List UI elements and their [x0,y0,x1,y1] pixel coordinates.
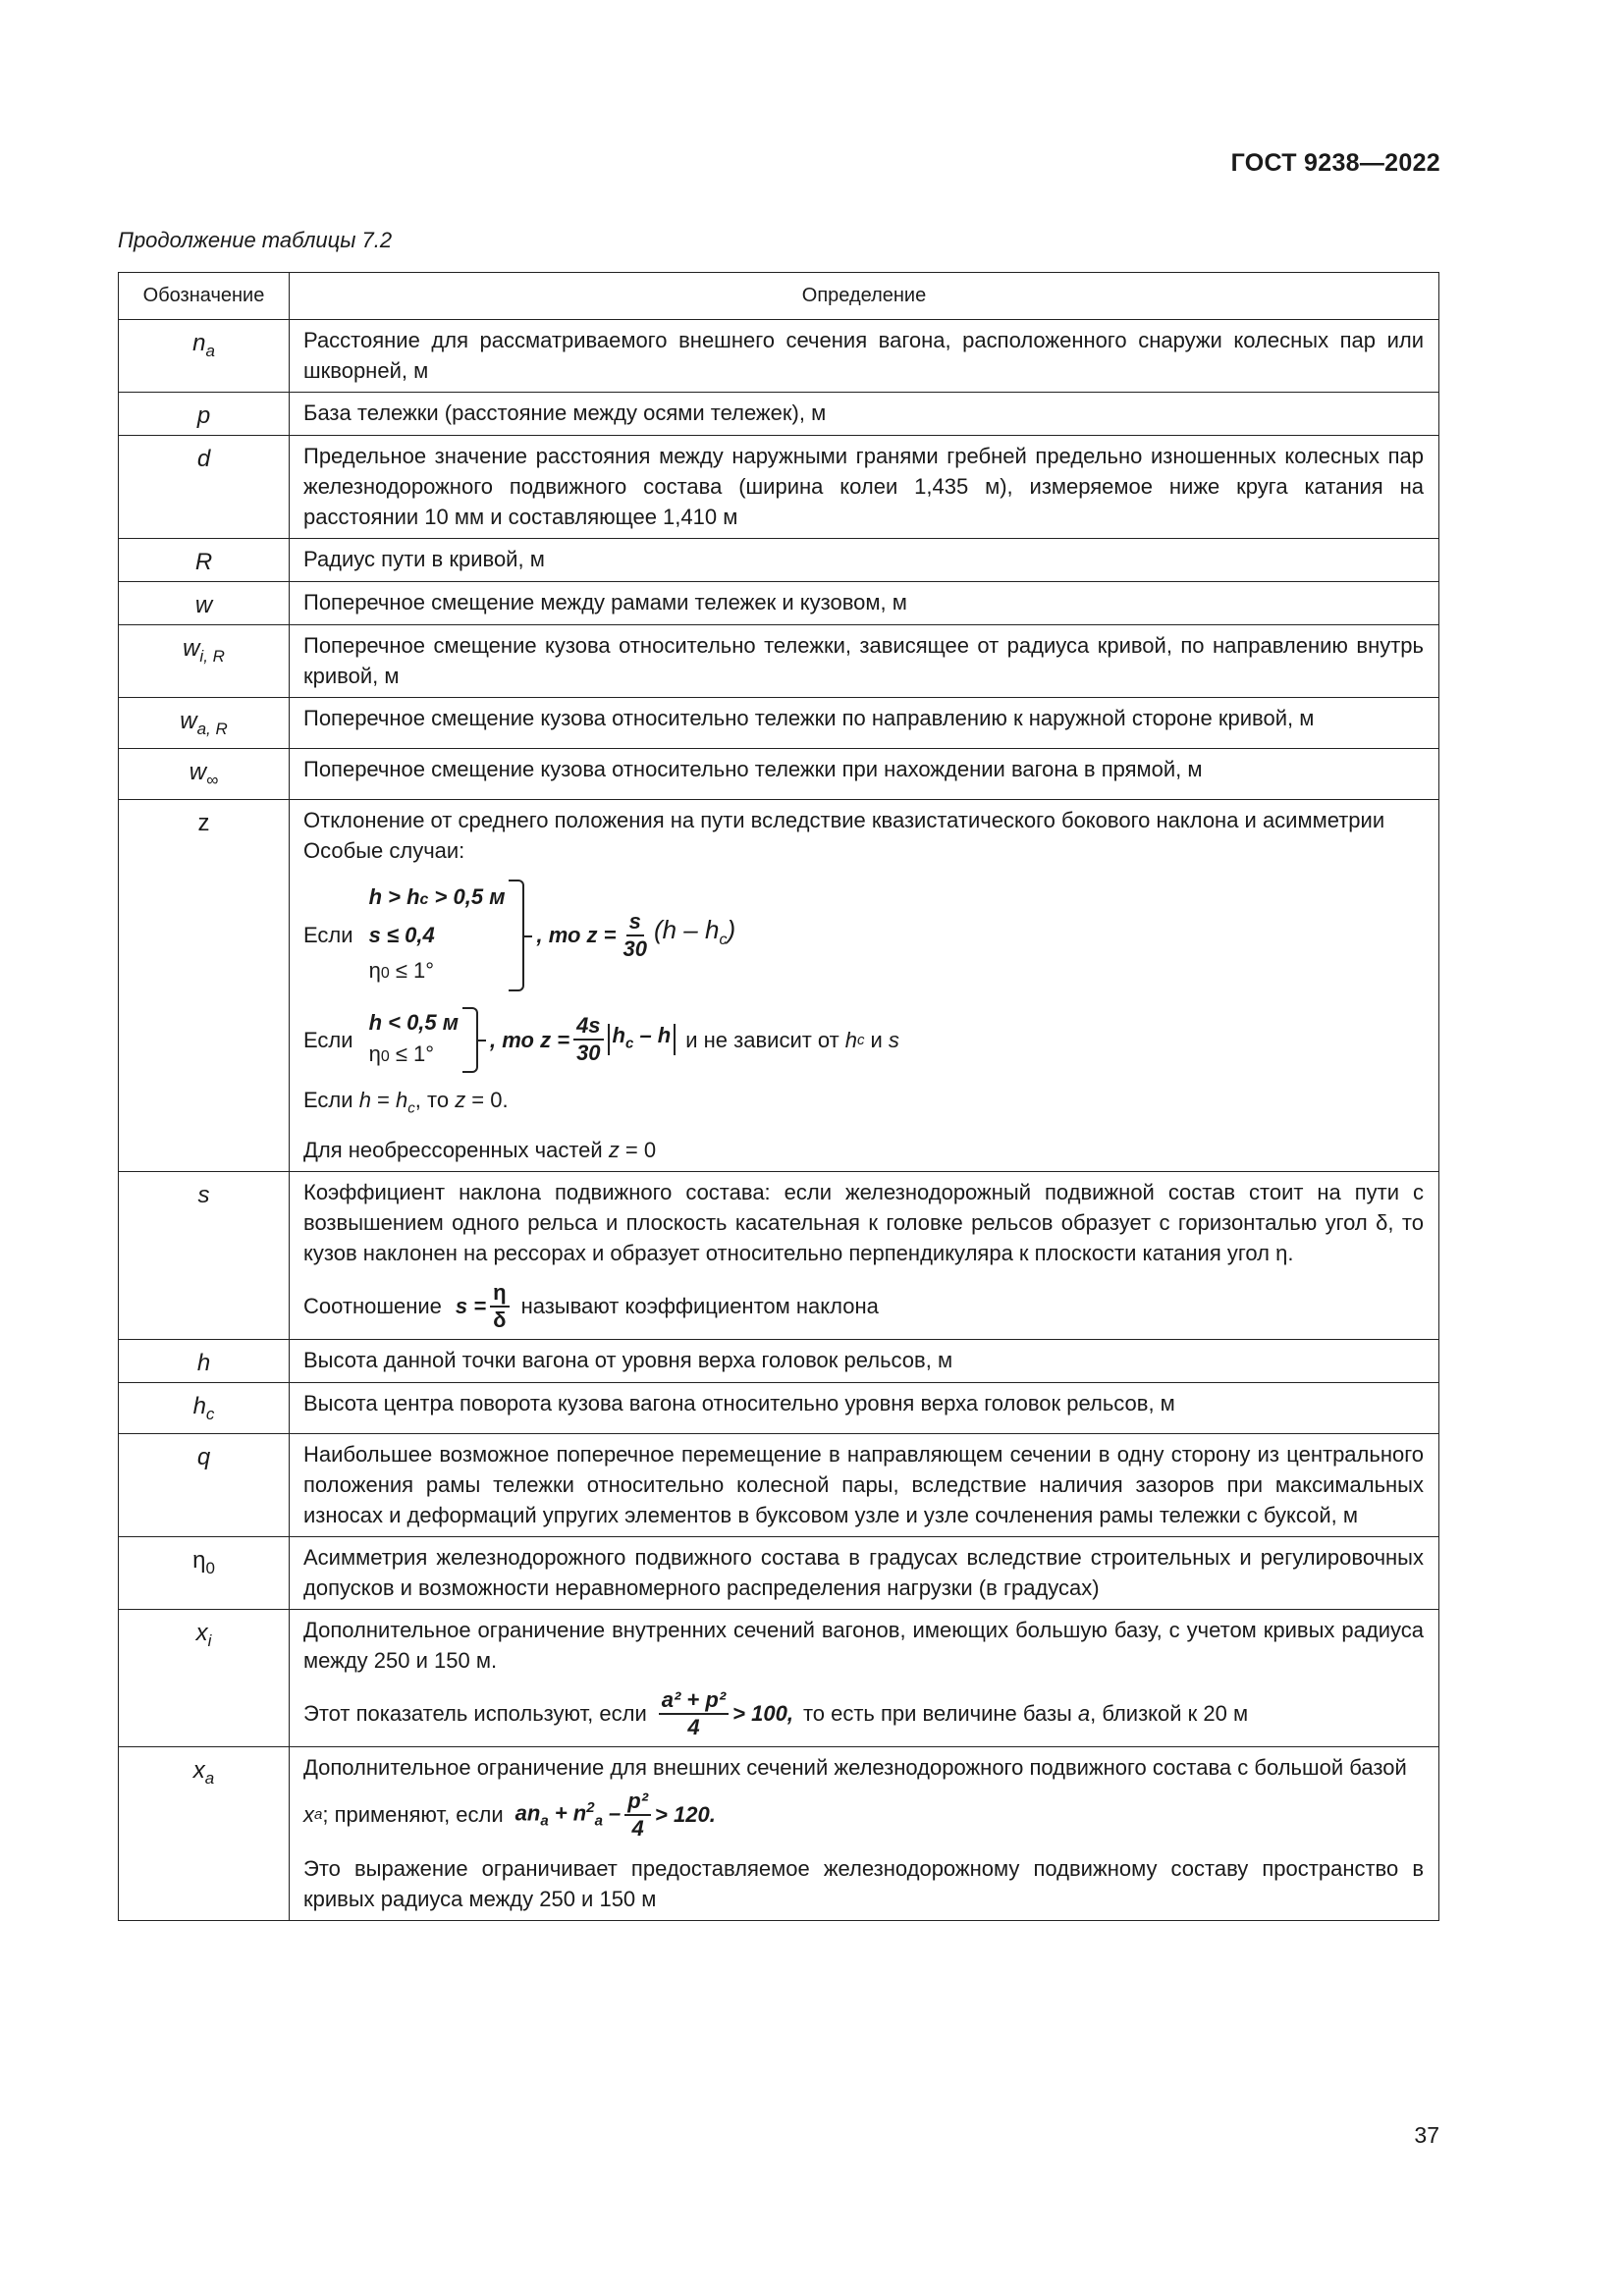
table-row [119,1433,1439,1536]
symbol-cell: $w_{a, R}$ [119,698,290,749]
table-row [119,1609,1439,1746]
note-text: Это выражение ограничивает предоставляемое железнодорожному подвижному составу пространство в кривых радиуса между 250 и 150 м [303,1855,1424,1911]
definition-cell [290,1171,1439,1339]
table-row [119,698,1439,749]
page-number: 37 [1414,2122,1439,2148]
definition-text: Дополнительное ограничение для внешних сечений железнодорожного подвижного состава с большой базой [303,1754,1407,1780]
definition-cell [290,1746,1439,1920]
definition-cell: Асимметрия железнодорожного подвижного состава в градусах вследствие строительных и регулировочных допусков и возможности неравномерного распределения нагрузки (в градусах) [290,1536,1439,1609]
definition-cell: Радиус пути в кривой, м [290,539,1439,582]
table-row [119,748,1439,799]
definition-cell: Поперечное смещение кузова относительно тележки при нахождении вагона в прямой, м [290,748,1439,799]
case-4-text: Для необрессоренных частей z = 0 [303,1137,657,1162]
symbol-cell: z [119,799,290,1171]
table-row [119,625,1439,698]
symbol-cell: p [119,393,290,436]
symbol-cell: $w_{i, R}$ [119,625,290,698]
table-row [119,393,1439,436]
column-header-symbol: Обозначение [119,273,290,320]
column-header-definition: Определение [290,273,1439,320]
table-row [119,320,1439,393]
table-row [119,1746,1439,1920]
table-caption: Продолжение таблицы 7.2 [118,228,393,252]
symbols-table [118,272,1439,1921]
table-row [119,539,1439,582]
definition-cell: Поперечное смещение между рамами тележек и кузовом, м [290,582,1439,625]
table-header-row [119,273,1439,320]
application-formula: x a ; применяют, если $an_a + n^2_a$ – $\frac{\text{p²}}{4}$ > 120. [303,1788,716,1841]
symbol-cell: h [119,1339,290,1382]
symbol-cell: $h_c$ [119,1382,290,1433]
symbol-cell: q [119,1433,290,1536]
symbol-cell: $\eta_0$ [119,1536,290,1609]
symbol-cell: $n_a$ [119,320,290,393]
case-3-text: Если $h = h_c$, то z = 0. [303,1087,509,1116]
symbol-cell: w [119,582,290,625]
table-row [119,436,1439,539]
symbol-cell: s [119,1171,290,1339]
symbol-cell: R [119,539,290,582]
definition-cell: База тележки (расстояние между осями тележек), м [290,393,1439,436]
definition-cell: Расстояние для рассматриваемого внешнего сечения вагона, расположенного снаружи колесных пар или шкворней, м [290,320,1439,393]
table-row [119,799,1439,1171]
symbol-cell: $w_\infty$ [119,748,290,799]
document-code: ГОСТ 9238—2022 [1230,149,1440,177]
definition-cell [290,799,1439,1171]
definition-text: Коэффициент наклона подвижного состава: если железнодорожный подвижной состав стоит на пути с возвышением одного рельса и плоскость касательная к головке рельсов образует с горизонталью угол δ, то кузов наклонен на рессорах и образует относительно перпендикуляра к плоскости катания угол η. [303,1179,1424,1265]
usage-formula: Этот показатель используют, если $\frac{\text{a² + p²}}{4}$ > 100, то есть при величине базы a , близкой к 20 м [303,1686,1249,1739]
table-row [119,582,1439,625]
table-row [119,1536,1439,1609]
definition-cell [290,1609,1439,1746]
symbol-cell: $x_a$ [119,1746,290,1920]
symbol-cell: $x_i$ [119,1609,290,1746]
table-row [119,1382,1439,1433]
special-cases-label: Особые случаи: [303,837,465,863]
symbol-cell: d [119,436,290,539]
formula-case-1: Если h > hc > 0,5 м s ≤ 0,4 η0 ≤ 1° , то z = $\frac{s}{30}$ $(h - h_c)$ [303,880,1424,991]
ratio-formula: Соотношение s = $\frac{\eta}{\delta}$ называют коэффициентом наклона [303,1279,879,1332]
definition-text: Отклонение от среднего положения на пути вследствие квазистатического бокового наклона и асимметрии [303,807,1385,832]
table-row [119,1339,1439,1382]
table-row [119,1171,1439,1339]
formula-case-2: Если h < 0,5 м η0 ≤ 1° , то z = $\frac{4s}{30}$ $h_c$ – h и не зависит от h c и s [303,1007,1424,1073]
definition-cell: Наибольшее возможное поперечное перемещение в направляющем сечении в одну сторону из центрального положения рамы тележки относительно колесной пары, вследствие наличия зазоров при максимальных износах и деформаций упругих элементов в буксовом узле и узле сочленения рамы тележки с буксой, м [290,1433,1439,1536]
definition-cell: Поперечное смещение кузова относительно тележки по направлению к наружной стороне кривой, м [290,698,1439,749]
definition-cell: Предельное значение расстояния между наружными гранями гребней предельно изношенных колесных пар железнодорожного подвижного состава (ширина колеи 1,435 м), измеряемое ниже круга катания на расстоянии 10 мм и составляющее 1,410 м [290,436,1439,539]
definition-cell: Высота центра поворота кузова вагона относительно уровня верха головок рельсов, м [290,1382,1439,1433]
definition-cell: Поперечное смещение кузова относительно тележки, зависящее от радиуса кривой, по направлению внутрь кривой, м [290,625,1439,698]
definition-text: Дополнительное ограничение внутренних сечений вагонов, имеющих большую базу, с учетом кривых радиуса между 250 и 150 м. [303,1617,1424,1673]
definition-cell: Высота данной точки вагона от уровня верха головок рельсов, м [290,1339,1439,1382]
